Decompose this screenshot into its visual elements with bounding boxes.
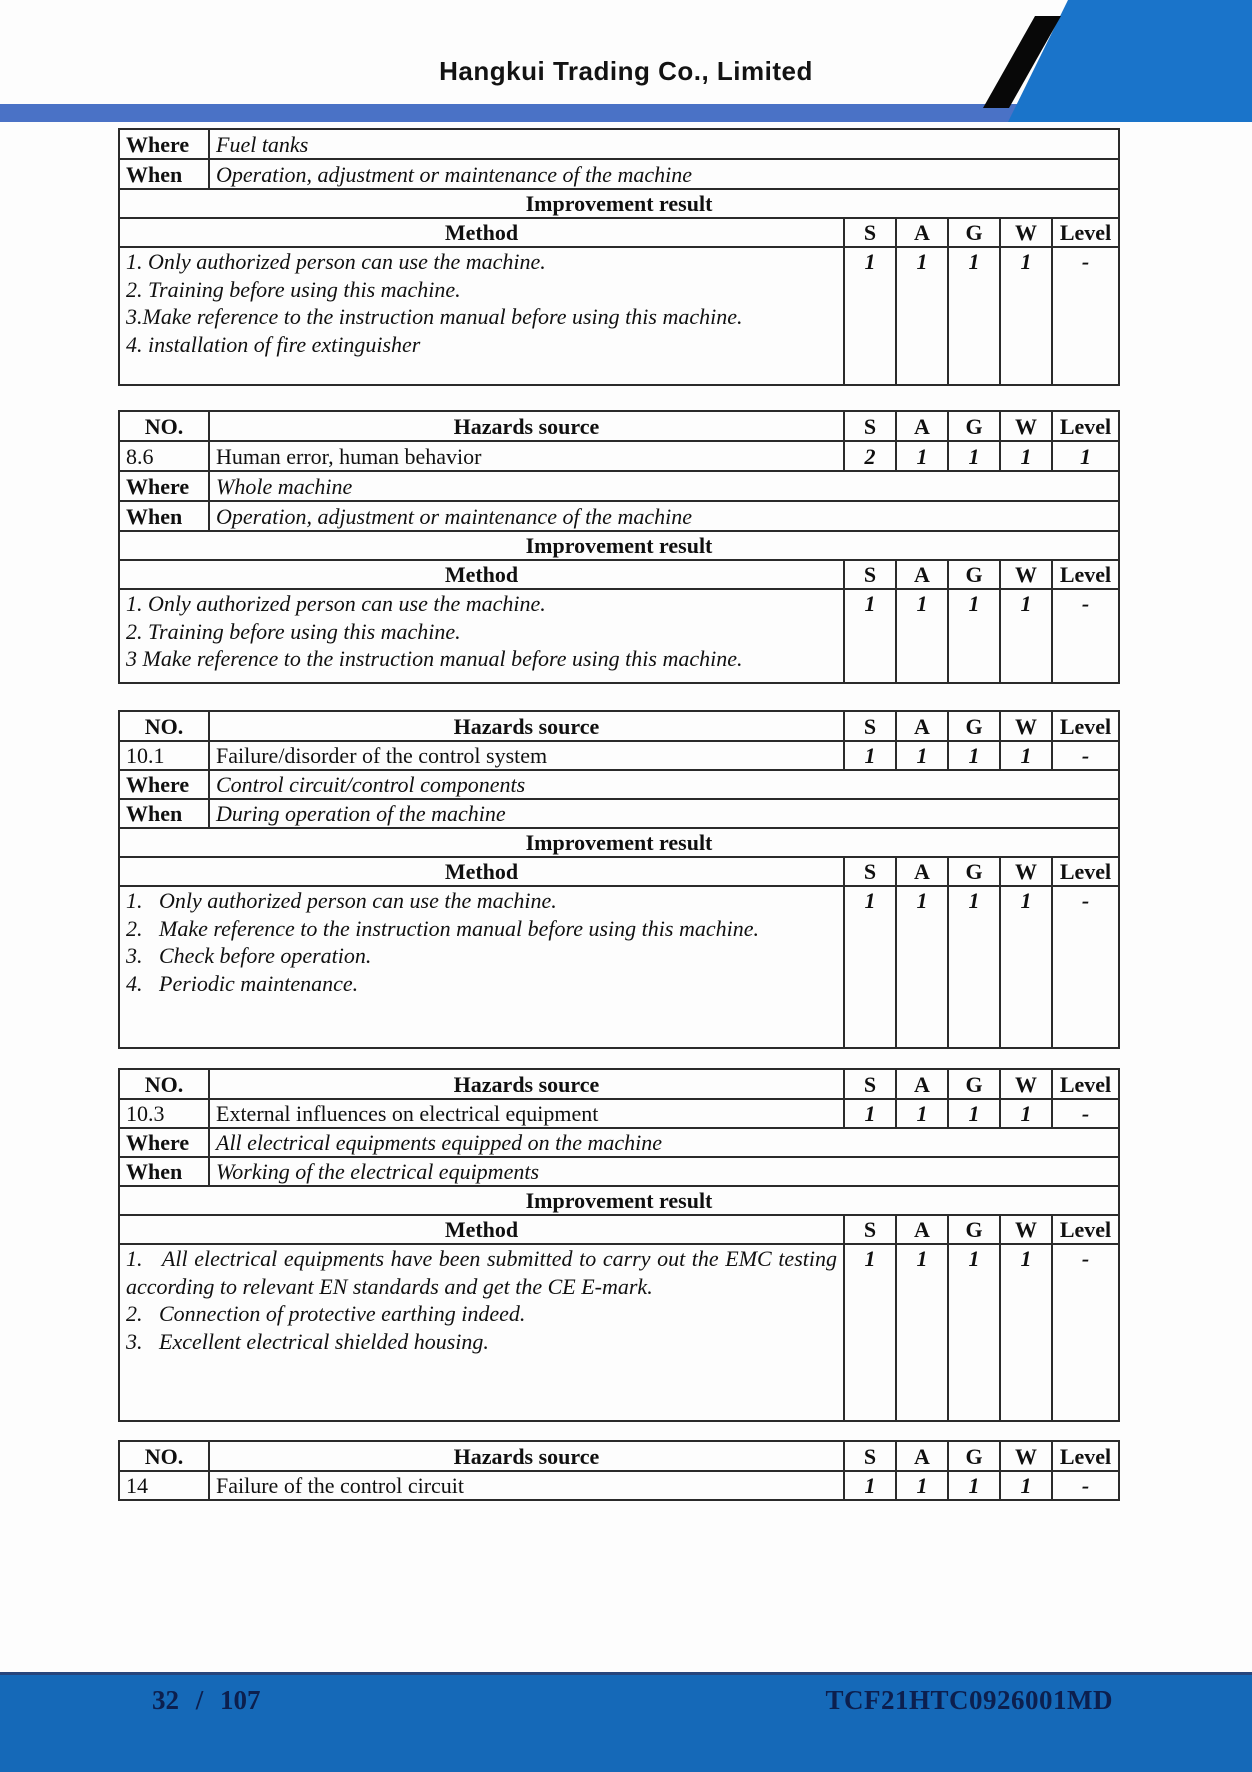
- col-g: G: [948, 711, 1000, 741]
- method-header: Method: [119, 218, 844, 247]
- col-w: W: [1000, 560, 1052, 589]
- col-level: Level: [1052, 560, 1119, 589]
- when-label: When: [119, 799, 209, 828]
- col-level: Level: [1052, 711, 1119, 741]
- score-a: 1: [896, 1099, 948, 1128]
- score-s: 2: [844, 441, 896, 471]
- hazards-source-header: Hazards source: [209, 711, 844, 741]
- hazard-no: 10.1: [119, 741, 209, 770]
- col-g: G: [948, 1069, 1000, 1099]
- score-s: 1: [844, 741, 896, 770]
- score-w: 1: [1000, 1244, 1052, 1421]
- col-level: Level: [1052, 218, 1119, 247]
- method-header: Method: [119, 1215, 844, 1244]
- score-w: 1: [1000, 441, 1052, 471]
- col-s: S: [844, 1215, 896, 1244]
- method-line: 1. Only authorized person can use the machine.: [126, 591, 546, 616]
- col-w: W: [1000, 1215, 1052, 1244]
- where-label: Where: [119, 471, 209, 501]
- score-s: 1: [844, 247, 896, 385]
- score-a: 1: [896, 886, 948, 1048]
- when-value: Working of the electrical equipments: [209, 1157, 1119, 1186]
- method-line: 3. Check before operation.: [126, 943, 372, 968]
- hazards-source-header: Hazards source: [209, 1069, 844, 1099]
- hazard-no: 14: [119, 1471, 209, 1500]
- col-g: G: [948, 411, 1000, 441]
- method-header: Method: [119, 560, 844, 589]
- col-w: W: [1000, 1441, 1052, 1471]
- col-w: W: [1000, 857, 1052, 886]
- col-w: W: [1000, 1069, 1052, 1099]
- score-s: 1: [844, 589, 896, 683]
- col-g: G: [948, 857, 1000, 886]
- score-a: 1: [896, 741, 948, 770]
- hazard-no: 8.6: [119, 441, 209, 471]
- hazard-text: Failure of the control circuit: [209, 1471, 844, 1500]
- page-number: 32 / 107: [152, 1685, 261, 1715]
- col-s: S: [844, 218, 896, 247]
- hazard-text: External influences on electrical equipment: [209, 1099, 844, 1128]
- score-w: 1: [1000, 886, 1052, 1048]
- when-value: During operation of the machine: [209, 799, 1119, 828]
- improvement-result-header: Improvement result: [119, 1186, 1119, 1215]
- col-g: G: [948, 560, 1000, 589]
- col-s: S: [844, 411, 896, 441]
- improvement-result-header: Improvement result: [119, 531, 1119, 560]
- hazards-source-header: Hazards source: [209, 411, 844, 441]
- score-g: 1: [948, 886, 1000, 1048]
- score-level: -: [1052, 741, 1119, 770]
- score-a: 1: [896, 1244, 948, 1421]
- when-value: Operation, adjustment or maintenance of the machine: [209, 501, 1119, 531]
- score-g: 1: [948, 1099, 1000, 1128]
- col-a: A: [896, 1441, 948, 1471]
- no-header: NO.: [119, 411, 209, 441]
- where-value: Fuel tanks: [209, 129, 1119, 159]
- hazard-no: 10.3: [119, 1099, 209, 1128]
- score-g: 1: [948, 589, 1000, 683]
- where-label: Where: [119, 1128, 209, 1157]
- when-label: When: [119, 159, 209, 189]
- method-line: 4. Periodic maintenance.: [126, 970, 359, 996]
- col-g: G: [948, 218, 1000, 247]
- score-w: 1: [1000, 1099, 1052, 1128]
- score-g: 1: [948, 441, 1000, 471]
- score-g: 1: [948, 247, 1000, 385]
- when-label: When: [119, 501, 209, 531]
- col-w: W: [1000, 711, 1052, 741]
- method-line: 1. Only authorized person can use the machine.: [126, 249, 546, 274]
- when-label: When: [119, 1157, 209, 1186]
- where-value: Control circuit/control components: [209, 770, 1119, 799]
- method-header: Method: [119, 857, 844, 886]
- score-a: 1: [896, 589, 948, 683]
- no-header: NO.: [119, 711, 209, 741]
- col-a: A: [896, 218, 948, 247]
- when-value: Operation, adjustment or maintenance of the machine: [209, 159, 1119, 189]
- score-s: 1: [844, 1244, 896, 1421]
- score-level: -: [1052, 589, 1119, 683]
- score-level: 1: [1052, 441, 1119, 471]
- score-w: 1: [1000, 1471, 1052, 1500]
- footer-band: [0, 1672, 1252, 1772]
- score-g: 1: [948, 1471, 1000, 1500]
- where-label: Where: [119, 770, 209, 799]
- score-s: 1: [844, 886, 896, 1048]
- document-code: TCF21HTC0926001MD: [825, 1685, 1113, 1715]
- col-a: A: [896, 411, 948, 441]
- where-value: All electrical equipments equipped on the machine: [209, 1128, 1119, 1157]
- method-line: 1. All electrical equipments have been submitted to carry out the EMC testing according to relevant EN standards and get the CE E-mark.: [126, 1246, 843, 1299]
- company-title: Hangkui Trading Co., Limited: [439, 56, 813, 86]
- method-list: [119, 589, 844, 683]
- col-a: A: [896, 1069, 948, 1099]
- col-a: A: [896, 560, 948, 589]
- col-level: Level: [1052, 1441, 1119, 1471]
- score-s: 1: [844, 1099, 896, 1128]
- method-line: 3 Make reference to the instruction manual before using this machine.: [126, 646, 743, 671]
- col-level: Level: [1052, 1069, 1119, 1099]
- col-a: A: [896, 711, 948, 741]
- col-g: G: [948, 1215, 1000, 1244]
- score-level: -: [1052, 1471, 1119, 1500]
- method-list: [119, 247, 844, 385]
- score-level: -: [1052, 1244, 1119, 1421]
- where-value: Whole machine: [209, 471, 1119, 501]
- score-level: -: [1052, 886, 1119, 1048]
- where-label: Where: [119, 129, 209, 159]
- improvement-result-header: Improvement result: [119, 828, 1119, 857]
- no-header: NO.: [119, 1441, 209, 1471]
- method-list: [119, 886, 844, 1048]
- score-w: 1: [1000, 247, 1052, 385]
- score-g: 1: [948, 1244, 1000, 1421]
- improvement-result-header: Improvement result: [119, 189, 1119, 218]
- col-a: A: [896, 1215, 948, 1244]
- method-line: 3.Make reference to the instruction manual before using this machine.: [126, 304, 743, 329]
- method-line: 2. Make reference to the instruction manual before using this machine.: [126, 915, 759, 941]
- col-s: S: [844, 857, 896, 886]
- method-line: 2. Connection of protective earthing indeed.: [126, 1301, 526, 1326]
- col-level: Level: [1052, 857, 1119, 886]
- no-header: NO.: [119, 1069, 209, 1099]
- method-line: 3. Excellent electrical shielded housing.: [126, 1328, 489, 1354]
- col-s: S: [844, 1441, 896, 1471]
- col-level: Level: [1052, 411, 1119, 441]
- risk-table-1: [118, 128, 1120, 386]
- method-list: [119, 1244, 844, 1421]
- col-w: W: [1000, 218, 1052, 247]
- risk-table-4: [118, 1068, 1120, 1422]
- method-line: 1. Only authorized person can use the machine.: [126, 888, 557, 913]
- risk-table-2: [118, 410, 1120, 684]
- method-line: 2. Training before using this machine.: [126, 276, 461, 302]
- col-s: S: [844, 1069, 896, 1099]
- hazards-source-header: Hazards source: [209, 1441, 844, 1471]
- score-a: 1: [896, 441, 948, 471]
- col-w: W: [1000, 411, 1052, 441]
- risk-table-5: [118, 1440, 1120, 1501]
- col-a: A: [896, 857, 948, 886]
- score-level: -: [1052, 1099, 1119, 1128]
- score-w: 1: [1000, 741, 1052, 770]
- score-level: -: [1052, 247, 1119, 385]
- score-w: 1: [1000, 589, 1052, 683]
- method-line: 2. Training before using this machine.: [126, 618, 461, 644]
- score-a: 1: [896, 247, 948, 385]
- hazard-text: Human error, human behavior: [209, 441, 844, 471]
- col-s: S: [844, 711, 896, 741]
- col-s: S: [844, 560, 896, 589]
- risk-table-3: [118, 710, 1120, 1049]
- score-a: 1: [896, 1471, 948, 1500]
- col-g: G: [948, 1441, 1000, 1471]
- col-level: Level: [1052, 1215, 1119, 1244]
- hazard-text: Failure/disorder of the control system: [209, 741, 844, 770]
- score-g: 1: [948, 741, 1000, 770]
- score-s: 1: [844, 1471, 896, 1500]
- method-line: 4. installation of fire extinguisher: [126, 331, 421, 357]
